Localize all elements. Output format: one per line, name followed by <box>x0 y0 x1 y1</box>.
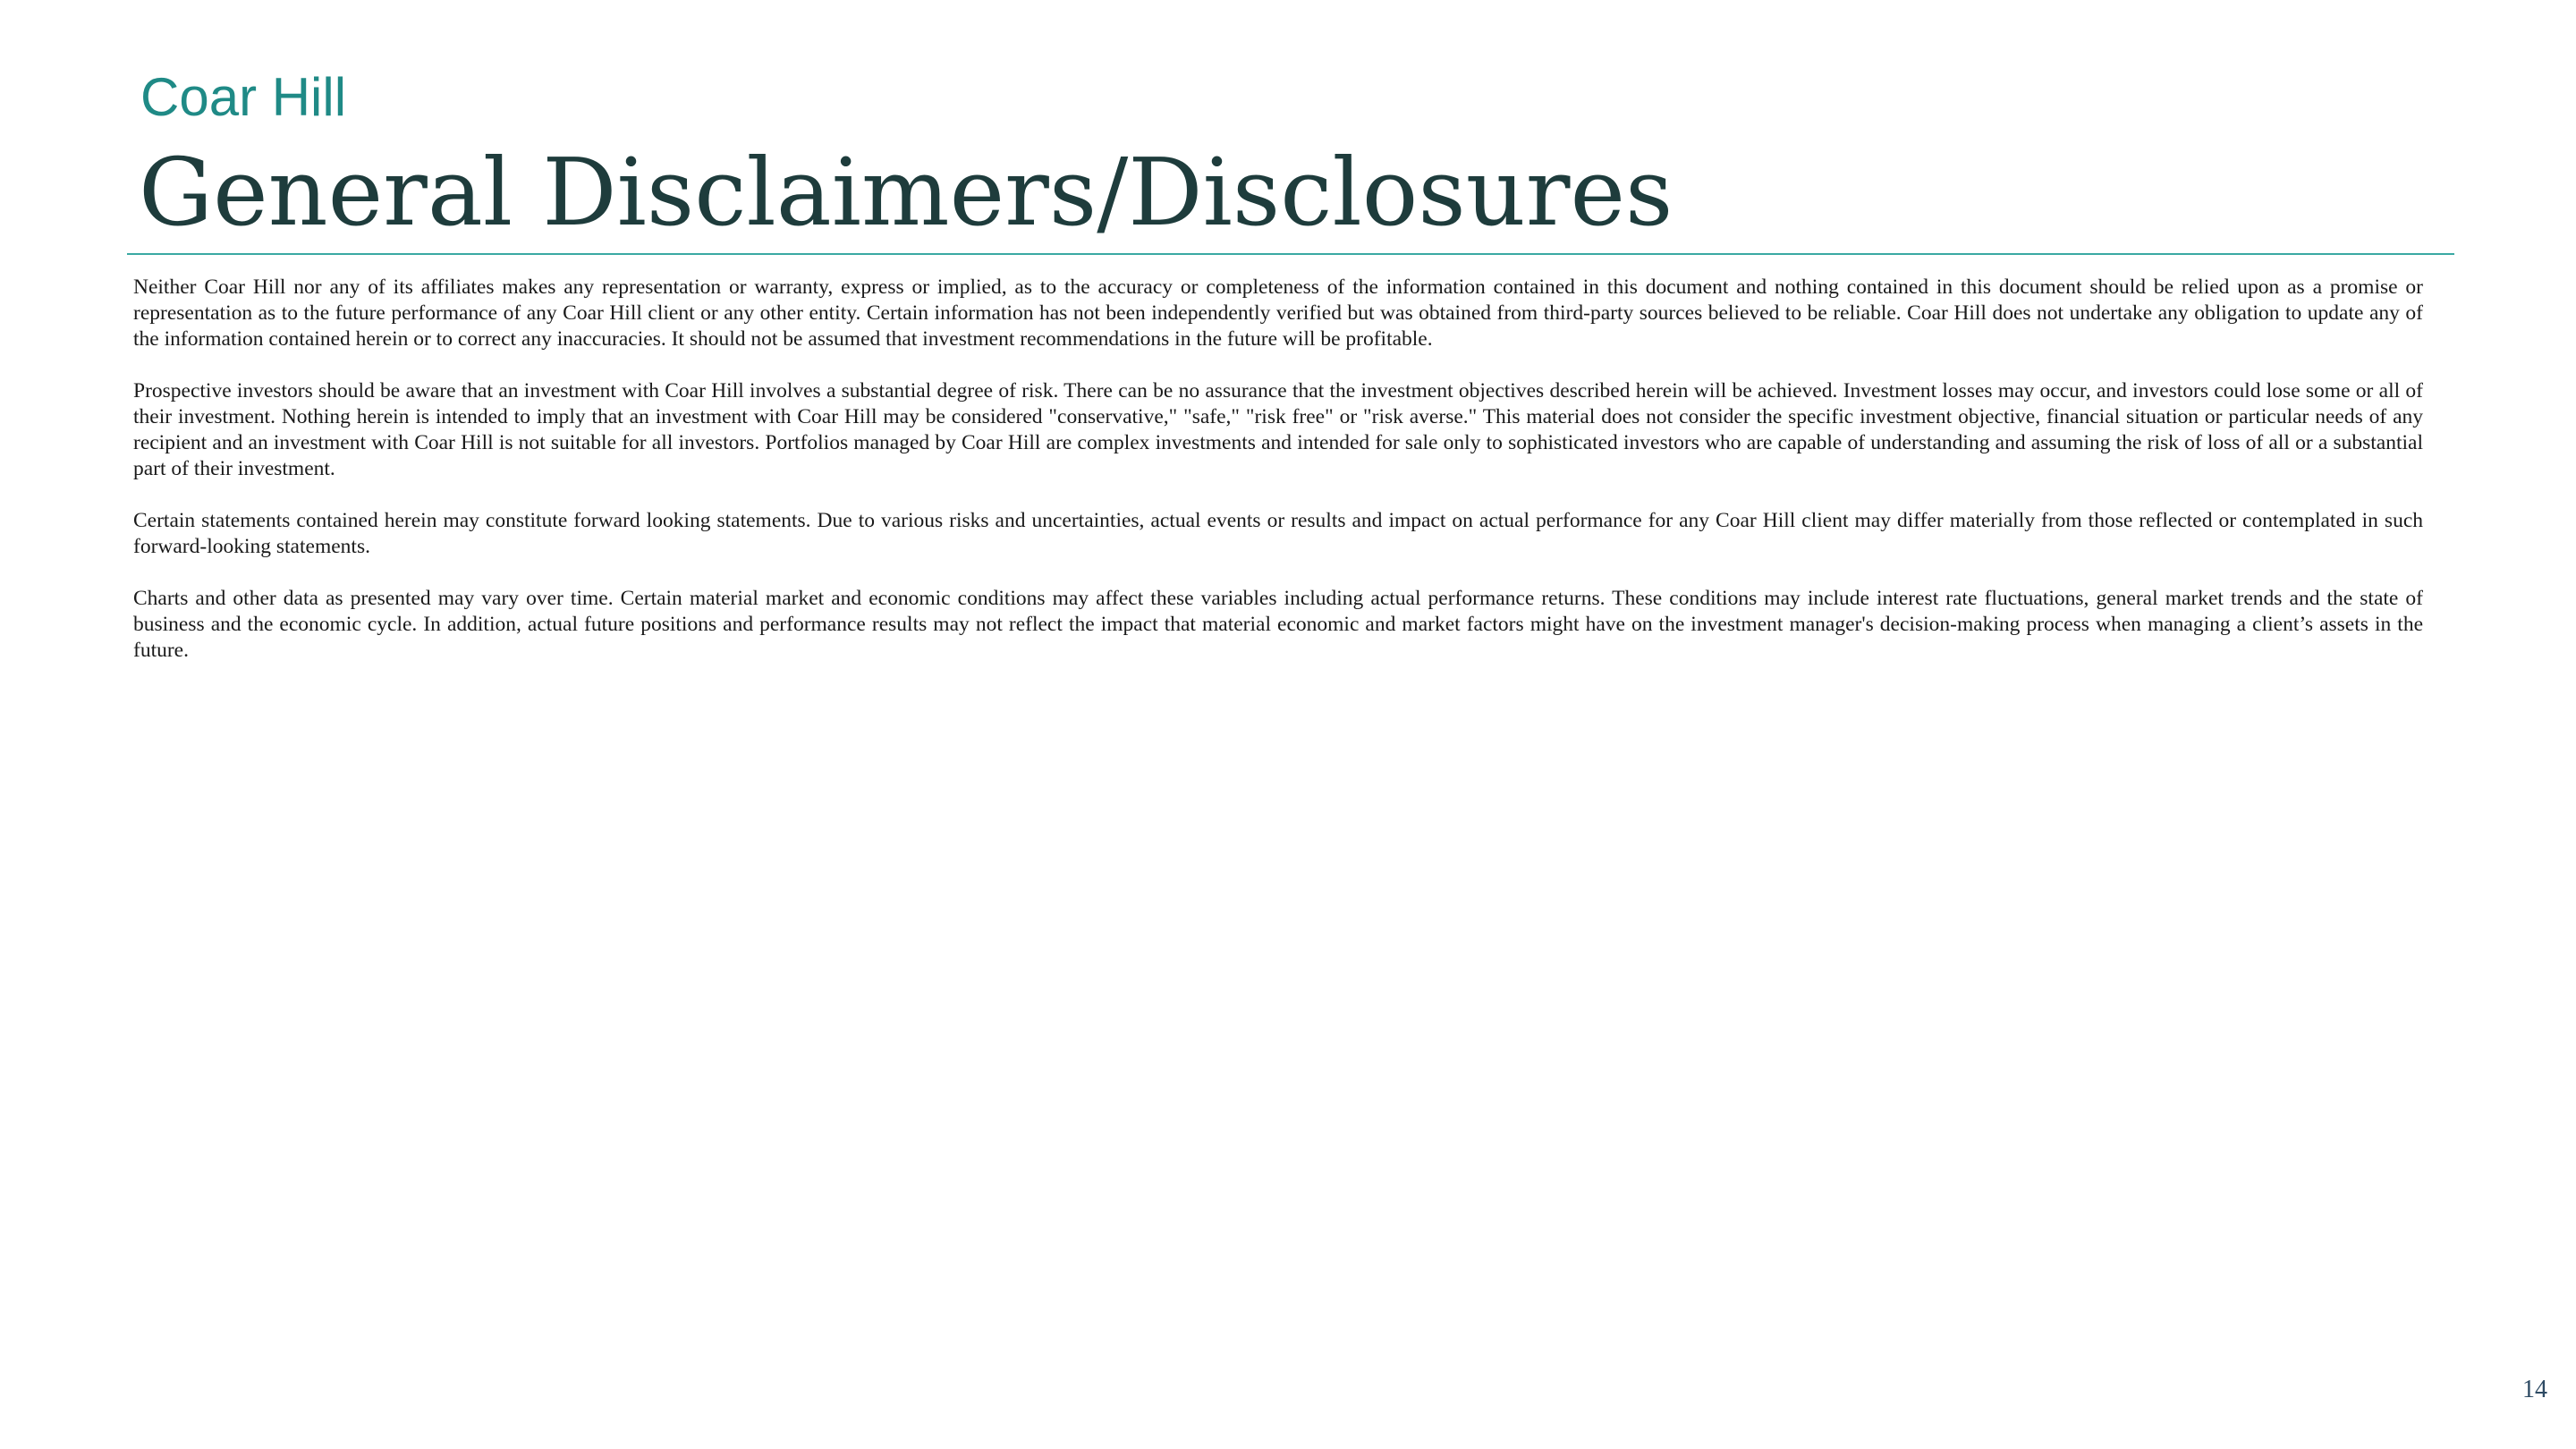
page-title: General Disclaimers/Disclosures <box>139 138 1674 247</box>
disclaimer-paragraph-accuracy: Neither Coar Hill nor any of its affiliates makes any representation or warranty, express or implied, as to the accuracy or completeness of the information contained in this document and nothing contained in this document should be relied upon as a promise or representation as to the future performance of any Coar Hill client or any other entity. Certain information has not been independently verified but was obtained from third-party sources believed to be reliable. Coar Hill does not undertake any obligation to update any of the information contained herein or to correct any inaccuracies. It should not be assumed that investment recommendations in the future will be profitable. <box>133 275 2423 351</box>
disclaimer-paragraph-forward-looking: Certain statements contained herein may constitute forward looking statements. Due to various risks and uncertainties, actual events or results and impact on actual performance for any Coar Hill client may differ materially from those reflected or contemplated in such forward-looking statements. <box>133 509 2423 558</box>
brand-name: Coar Hill <box>140 67 347 127</box>
title-divider <box>127 253 2454 255</box>
disclaimer-paragraph-risk: Prospective investors should be aware that an investment with Coar Hill involves a substantial degree of risk. There can be no assurance that the investment objectives described herein will be achieved. Investment losses may occur, and investors could lose some or all of their investment. Nothing herein is intended to imply that an investment with Coar Hill may be considered "conservative," "safe," "risk free" or "risk averse." This material does not consider the specific investment objective, financial situation or particular needs of any recipient and an investment with Coar Hill is not suitable for all investors. Portfolios managed by Coar Hill are complex investments and intended for sale only to sophisticated investors who are capable of understanding and assuming the risk of loss of all or a substantial part of their investment. <box>133 379 2423 480</box>
page-number: 14 <box>2522 1376 2547 1403</box>
disclaimer-body <box>133 275 2423 690</box>
disclaimer-paragraph-charts-data: Charts and other data as presented may vary over time. Certain material market and economic conditions may affect these variables including actual performance returns. These conditions may include interest rate fluctuations, general market trends and the state of business and the economic cycle. In addition, actual future positions and performance results may not reflect the impact that material economic and market factors might have on the investment manager's decision-making process when managing a client’s assets in the future. <box>133 587 2423 662</box>
